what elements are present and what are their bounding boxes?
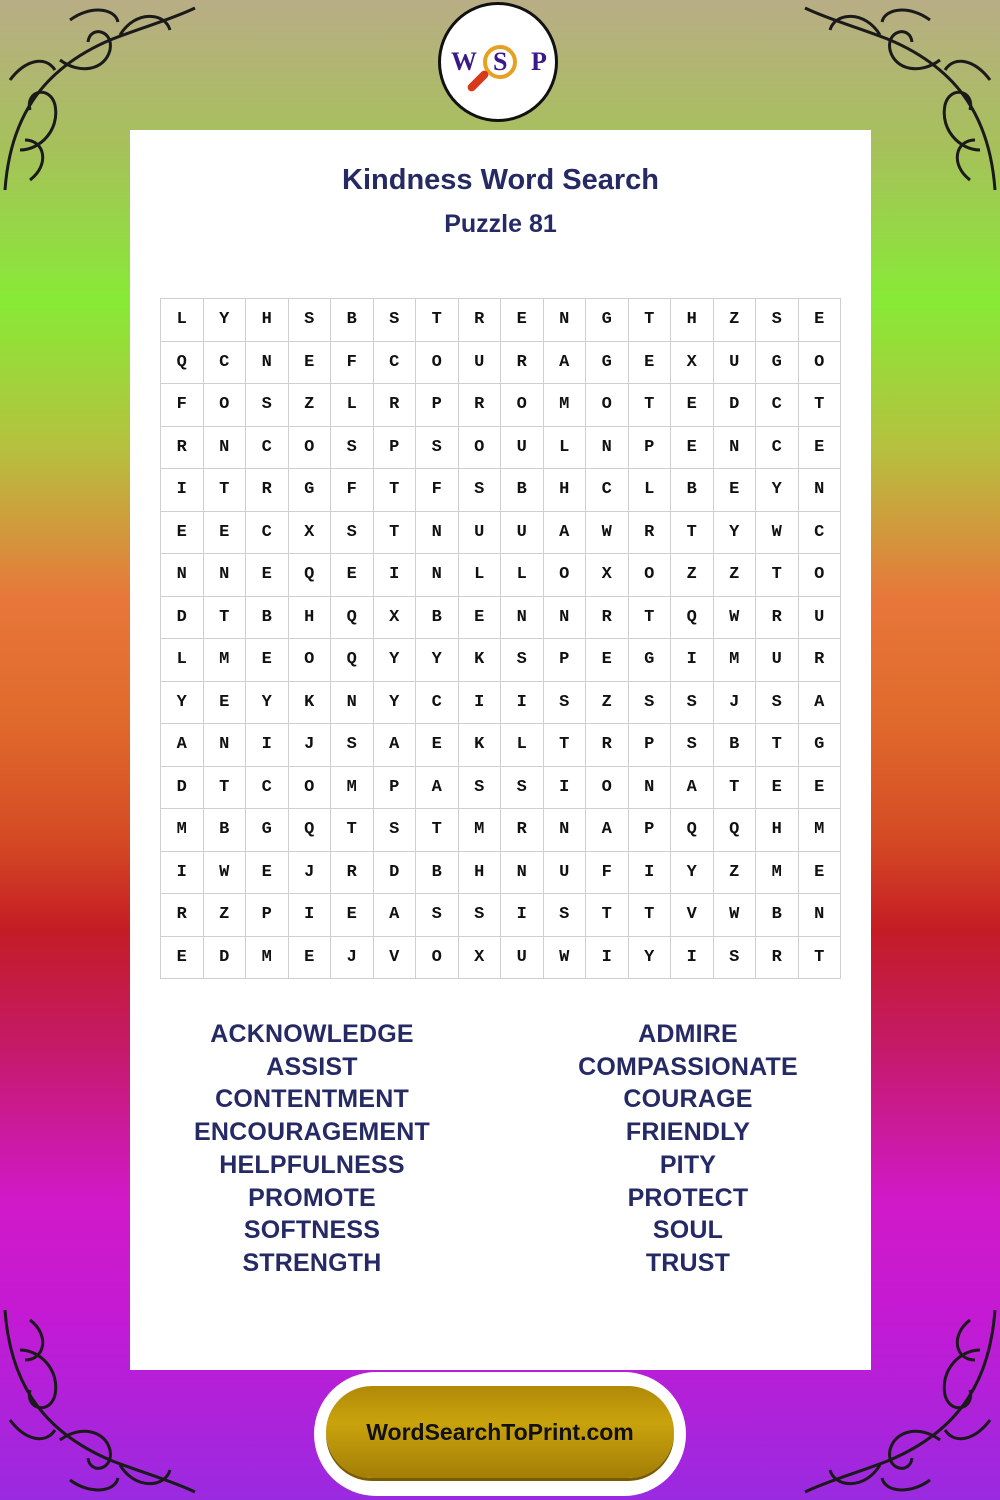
grid-cell[interactable]: C [246,767,289,810]
grid-cell[interactable]: T [204,597,247,640]
grid-cell[interactable]: I [671,639,714,682]
grid-cell[interactable]: D [374,852,417,895]
grid-cell[interactable]: Z [586,682,629,725]
word-list-item: COURAGE [623,1085,753,1114]
grid-cell[interactable]: A [374,724,417,767]
grid-cell[interactable]: T [629,597,672,640]
grid-cell[interactable]: S [331,724,374,767]
grid-cell[interactable]: M [161,809,204,852]
grid-cell[interactable]: S [459,469,502,512]
grid-cell[interactable]: O [586,384,629,427]
grid-cell[interactable]: D [161,597,204,640]
word-list-item: COMPASSIONATE [578,1052,798,1081]
grid-cell[interactable]: F [586,852,629,895]
grid-cell[interactable]: R [501,809,544,852]
grid-cell[interactable]: S [671,682,714,725]
grid-cell[interactable]: T [714,767,757,810]
grid-cell[interactable]: M [756,852,799,895]
grid-cell[interactable]: A [586,809,629,852]
grid-cell[interactable]: P [629,724,672,767]
grid-cell[interactable]: I [501,894,544,937]
grid-cell[interactable]: P [544,639,587,682]
grid-cell[interactable]: A [544,342,587,385]
grid-cell[interactable]: N [161,554,204,597]
grid-cell[interactable]: F [331,342,374,385]
grid-cell[interactable]: K [459,724,502,767]
word-list-item: PITY [659,1150,717,1179]
grid-cell[interactable]: S [331,427,374,470]
grid-cell[interactable]: X [459,937,502,980]
grid-cell[interactable]: U [501,937,544,980]
grid-cell[interactable]: H [459,852,502,895]
grid-cell[interactable]: C [374,342,417,385]
grid-cell[interactable]: S [544,682,587,725]
grid-cell[interactable]: P [374,767,417,810]
grid-cell[interactable]: U [459,342,502,385]
word-list-left [152,1018,472,1280]
logo-letter-w: W [451,47,477,76]
grid-cell[interactable]: I [161,469,204,512]
grid-cell[interactable]: N [799,894,842,937]
grid-cell[interactable]: T [671,512,714,555]
grid-cell[interactable]: T [756,554,799,597]
grid-cell[interactable]: T [374,469,417,512]
grid-cell[interactable]: S [374,299,417,342]
grid-cell[interactable]: R [756,937,799,980]
word-list-item: SOUL [652,1216,724,1245]
grid-cell[interactable]: T [204,767,247,810]
grid-cell[interactable]: B [501,469,544,512]
grid-cell[interactable]: L [629,469,672,512]
grid-cell[interactable]: Q [331,639,374,682]
puzzle-panel [130,130,871,1370]
grid-cell[interactable]: L [331,384,374,427]
grid-cell[interactable]: U [756,639,799,682]
grid-cell[interactable]: Z [714,299,757,342]
grid-cell[interactable]: Q [671,809,714,852]
grid-cell[interactable]: T [799,384,842,427]
grid-cell[interactable]: O [459,427,502,470]
grid-cell[interactable]: Z [289,384,332,427]
grid-cell[interactable]: O [289,639,332,682]
grid-cell[interactable]: G [629,639,672,682]
grid-cell[interactable]: E [799,427,842,470]
grid-cell[interactable]: O [416,342,459,385]
grid-cell[interactable]: H [544,469,587,512]
grid-cell[interactable]: B [671,469,714,512]
grid-cell[interactable]: N [714,427,757,470]
grid-cell[interactable]: D [161,767,204,810]
grid-cell[interactable]: M [246,937,289,980]
grid-cell[interactable]: S [544,894,587,937]
grid-cell[interactable]: E [161,937,204,980]
grid-cell[interactable]: B [246,597,289,640]
grid-cell[interactable]: E [629,342,672,385]
grid-cell[interactable]: K [289,682,332,725]
grid-cell[interactable]: E [714,469,757,512]
word-list-item: SOFTNESS [243,1216,381,1245]
grid-cell[interactable]: R [501,342,544,385]
grid-cell[interactable]: S [671,724,714,767]
site-logo[interactable] [438,2,558,122]
grid-cell[interactable]: E [204,682,247,725]
grid-cell[interactable]: E [246,852,289,895]
site-link-button[interactable] [326,1386,674,1478]
grid-cell[interactable]: E [671,427,714,470]
grid-cell[interactable]: E [246,554,289,597]
grid-cell[interactable]: G [289,469,332,512]
word-list-item: HELPFULNESS [219,1150,405,1179]
grid-cell[interactable]: Y [374,639,417,682]
grid-cell[interactable]: A [374,894,417,937]
word-list-item: CONTENTMENT [215,1085,409,1114]
grid-cell[interactable]: O [416,937,459,980]
grid-cell[interactable]: N [204,554,247,597]
grid-cell[interactable]: F [161,384,204,427]
grid-cell[interactable]: Z [204,894,247,937]
grid-cell[interactable]: T [586,894,629,937]
grid-cell[interactable]: W [756,512,799,555]
grid-cell[interactable]: I [161,852,204,895]
grid-cell[interactable]: S [416,427,459,470]
grid-cell[interactable]: E [501,299,544,342]
grid-cell[interactable]: N [331,682,374,725]
word-list-item: PROTECT [627,1183,749,1212]
grid-cell[interactable]: P [629,427,672,470]
grid-cell[interactable]: S [289,299,332,342]
grid-cell[interactable]: Y [629,937,672,980]
grid-cell[interactable]: R [629,512,672,555]
grid-cell[interactable]: Z [714,554,757,597]
grid-cell[interactable]: E [331,554,374,597]
grid-cell[interactable]: M [459,809,502,852]
grid-cell[interactable]: N [416,512,459,555]
grid-cell[interactable]: R [459,299,502,342]
grid-cell[interactable]: G [756,342,799,385]
grid-cell[interactable]: A [416,767,459,810]
grid-cell[interactable]: T [756,724,799,767]
grid-cell[interactable]: W [714,597,757,640]
grid-cell[interactable]: N [501,597,544,640]
grid-cell[interactable]: S [416,894,459,937]
grid-cell[interactable]: E [331,894,374,937]
grid-cell[interactable]: I [544,767,587,810]
grid-cell[interactable]: Y [416,639,459,682]
grid-cell[interactable]: X [289,512,332,555]
grid-cell[interactable]: T [629,894,672,937]
word-list-item: ADMIRE [638,1020,738,1048]
grid-cell[interactable]: E [756,767,799,810]
grid-cell[interactable]: P [374,427,417,470]
word-list-right [528,1018,848,1280]
grid-cell[interactable]: B [204,809,247,852]
grid-cell[interactable]: Q [671,597,714,640]
grid-cell[interactable]: W [714,894,757,937]
grid-cell[interactable]: S [459,767,502,810]
grid-cell[interactable]: T [799,937,842,980]
grid-cell[interactable]: N [586,427,629,470]
grid-cell[interactable]: C [246,512,289,555]
grid-cell[interactable]: F [416,469,459,512]
grid-cell[interactable]: B [416,597,459,640]
grid-cell[interactable]: S [459,894,502,937]
grid-cell[interactable]: T [204,469,247,512]
grid-cell[interactable]: V [374,937,417,980]
grid-cell[interactable]: R [331,852,374,895]
grid-cell[interactable]: G [586,342,629,385]
grid-cell[interactable]: L [501,724,544,767]
grid-cell[interactable]: S [629,682,672,725]
grid-cell[interactable]: O [289,427,332,470]
grid-cell[interactable]: E [799,852,842,895]
grid-cell[interactable]: E [799,299,842,342]
word-list-item: ENCOURAGEMENT [194,1118,430,1147]
grid-cell[interactable]: E [289,937,332,980]
grid-cell[interactable]: U [501,512,544,555]
grid-cell[interactable]: I [246,724,289,767]
grid-cell[interactable]: B [331,299,374,342]
grid-cell[interactable]: C [756,427,799,470]
grid-cell[interactable]: Y [714,512,757,555]
grid-cell[interactable]: N [544,597,587,640]
grid-cell[interactable]: L [544,427,587,470]
grid-cell[interactable]: T [629,299,672,342]
grid-cell[interactable]: I [374,554,417,597]
grid-cell[interactable]: T [416,299,459,342]
word-list-item: FRIENDLY [625,1118,751,1147]
grid-cell[interactable]: W [544,937,587,980]
grid-cell[interactable]: O [544,554,587,597]
grid-cell[interactable]: M [799,809,842,852]
grid-cell[interactable]: U [714,342,757,385]
grid-cell[interactable]: Q [714,809,757,852]
grid-cell[interactable]: E [416,724,459,767]
grid-cell[interactable]: B [416,852,459,895]
grid-cell[interactable]: L [161,299,204,342]
grid-cell[interactable]: T [544,724,587,767]
grid-cell[interactable]: N [799,469,842,512]
grid-cell[interactable]: E [289,342,332,385]
grid-cell[interactable]: Q [161,342,204,385]
puzzle-number: Puzzle 81 [444,210,557,238]
grid-cell[interactable]: C [246,427,289,470]
grid-cell[interactable]: B [714,724,757,767]
grid-cell[interactable]: C [799,512,842,555]
grid-cell[interactable]: O [204,384,247,427]
grid-cell[interactable]: S [374,809,417,852]
grid-cell[interactable]: J [714,682,757,725]
grid-cell[interactable]: Y [161,682,204,725]
grid-cell[interactable]: J [289,852,332,895]
word-list-item: PROMOTE [248,1183,376,1212]
grid-cell[interactable]: S [501,639,544,682]
grid-cell[interactable]: O [289,767,332,810]
grid-cell[interactable]: U [501,427,544,470]
grid-cell[interactable]: A [671,767,714,810]
grid-cell[interactable]: V [671,894,714,937]
grid-cell[interactable]: R [756,597,799,640]
grid-cell[interactable]: R [161,894,204,937]
grid-cell[interactable]: G [586,299,629,342]
grid-cell[interactable]: C [204,342,247,385]
grid-cell[interactable]: H [756,809,799,852]
grid-cell[interactable]: S [501,767,544,810]
grid-cell[interactable]: S [756,682,799,725]
grid-cell[interactable]: M [331,767,374,810]
grid-cell[interactable]: U [544,852,587,895]
grid-cell[interactable]: X [671,342,714,385]
grid-cell[interactable]: Y [374,682,417,725]
grid-cell[interactable]: N [204,427,247,470]
grid-cell[interactable]: E [204,512,247,555]
grid-cell[interactable]: H [289,597,332,640]
grid-cell[interactable]: Y [671,852,714,895]
grid-cell[interactable]: P [416,384,459,427]
grid-cell[interactable]: J [331,937,374,980]
grid-cell[interactable]: N [246,342,289,385]
grid-cell[interactable]: Y [756,469,799,512]
grid-cell[interactable]: O [799,342,842,385]
grid-cell[interactable]: M [544,384,587,427]
grid-cell[interactable]: I [586,937,629,980]
word-list-item: ACKNOWLEDGE [210,1020,414,1048]
grid-cell[interactable]: Q [289,554,332,597]
grid-cell[interactable]: E [586,639,629,682]
grid-cell[interactable]: M [714,639,757,682]
grid-cell[interactable]: Z [714,852,757,895]
grid-cell[interactable]: H [246,299,289,342]
grid-cell[interactable]: Q [289,809,332,852]
grid-cell[interactable]: S [714,937,757,980]
page-title: Kindness Word Search [342,164,659,196]
grid-cell[interactable]: R [246,469,289,512]
grid-cell[interactable]: G [799,724,842,767]
grid-cell[interactable]: T [374,512,417,555]
grid-cell[interactable]: N [629,767,672,810]
letter-grid [160,298,841,979]
grid-cell[interactable]: P [629,809,672,852]
grid-cell[interactable]: K [459,639,502,682]
site-badge [314,1372,686,1496]
grid-cell[interactable]: F [331,469,374,512]
grid-cell[interactable]: T [331,809,374,852]
grid-cell[interactable]: G [246,809,289,852]
grid-cell[interactable]: O [629,554,672,597]
grid-cell[interactable]: R [586,724,629,767]
grid-cell[interactable]: A [161,724,204,767]
site-link-label: WordSearchToPrint.com [366,1418,634,1445]
grid-cell[interactable]: Z [671,554,714,597]
grid-cell[interactable]: A [799,682,842,725]
grid-cell[interactable]: O [586,767,629,810]
grid-cell[interactable]: E [799,767,842,810]
grid-cell[interactable]: I [289,894,332,937]
grid-cell[interactable]: D [714,384,757,427]
grid-cell[interactable]: X [374,597,417,640]
grid-cell[interactable]: L [459,554,502,597]
word-list-item: ASSIST [266,1052,358,1081]
grid-cell[interactable]: O [799,554,842,597]
logo-letter-p: P [531,47,547,76]
grid-cell[interactable]: R [586,597,629,640]
grid-cell[interactable]: B [756,894,799,937]
grid-cell[interactable]: Q [331,597,374,640]
grid-cell[interactable]: R [459,384,502,427]
grid-cell[interactable]: E [161,512,204,555]
word-list-item: TRUST [645,1248,731,1277]
grid-cell[interactable]: N [501,852,544,895]
grid-cell[interactable]: N [416,554,459,597]
grid-cell[interactable]: J [289,724,332,767]
grid-cell[interactable]: U [799,597,842,640]
grid-cell[interactable]: Y [204,299,247,342]
grid-cell[interactable]: L [161,639,204,682]
grid-cell[interactable]: W [586,512,629,555]
grid-cell[interactable]: O [501,384,544,427]
grid-cell[interactable]: U [459,512,502,555]
grid-cell[interactable]: L [501,554,544,597]
grid-cell[interactable]: R [374,384,417,427]
grid-cell[interactable]: I [671,937,714,980]
grid-cell[interactable]: R [161,427,204,470]
grid-cell[interactable]: S [756,299,799,342]
grid-cell[interactable]: T [416,809,459,852]
grid-cell[interactable]: S [246,384,289,427]
grid-cell[interactable]: N [544,809,587,852]
grid-cell[interactable]: X [586,554,629,597]
grid-cell[interactable]: P [246,894,289,937]
grid-cell[interactable]: W [204,852,247,895]
grid-cell[interactable]: D [204,937,247,980]
grid-cell[interactable]: R [799,639,842,682]
word-list-item: STRENGTH [242,1248,382,1277]
grid-cell[interactable]: I [459,682,502,725]
grid-cell[interactable]: I [501,682,544,725]
grid-cell[interactable]: E [671,384,714,427]
grid-cell[interactable]: C [756,384,799,427]
grid-cell[interactable]: C [416,682,459,725]
grid-cell[interactable]: I [629,852,672,895]
grid-cell[interactable]: M [204,639,247,682]
grid-cell[interactable]: N [544,299,587,342]
grid-cell[interactable]: E [246,639,289,682]
logo-letter-s: S [493,47,508,76]
grid-cell[interactable]: T [629,384,672,427]
grid-cell[interactable]: N [204,724,247,767]
grid-cell[interactable]: E [459,597,502,640]
grid-cell[interactable]: C [586,469,629,512]
grid-cell[interactable]: S [331,512,374,555]
grid-cell[interactable]: A [544,512,587,555]
grid-cell[interactable]: H [671,299,714,342]
grid-cell[interactable]: Y [246,682,289,725]
